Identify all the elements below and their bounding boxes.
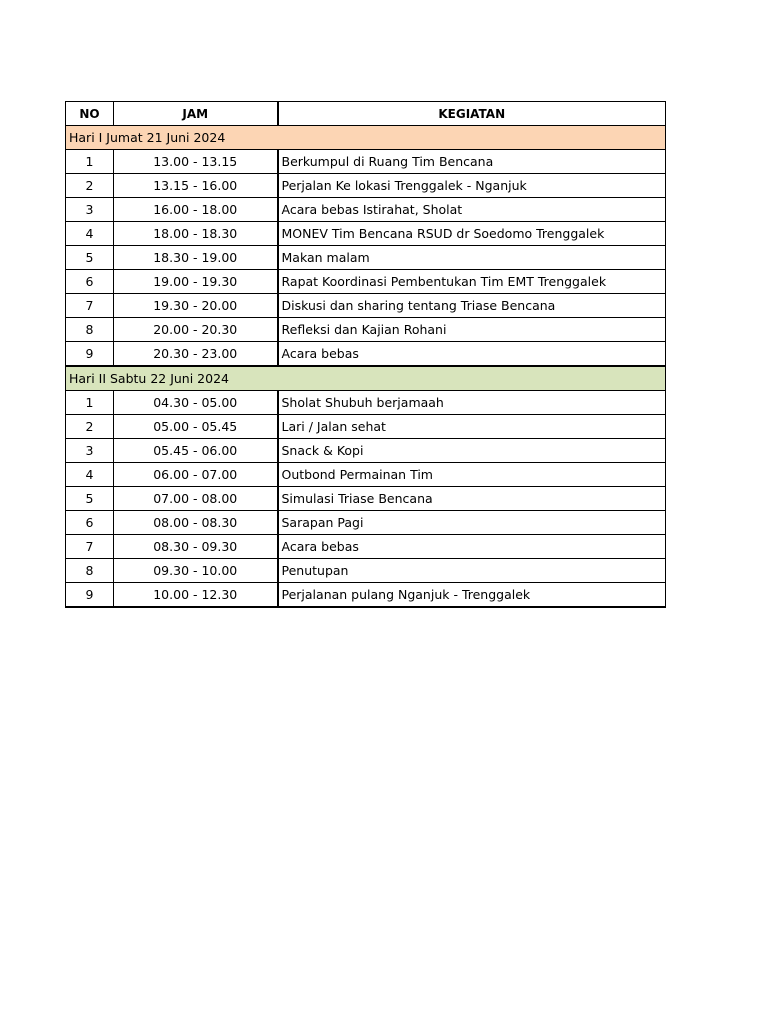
cell-kegiatan: Refleksi dan Kajian Rohani [278, 318, 666, 342]
cell-kegiatan: Acara bebas [278, 342, 666, 367]
schedule-table [65, 101, 666, 608]
table-row [66, 222, 666, 246]
cell-jam: 20.00 - 20.30 [114, 318, 278, 342]
cell-kegiatan: Perjalan Ke lokasi Trenggalek - Nganjuk [278, 174, 666, 198]
cell-jam: 09.30 - 10.00 [114, 559, 278, 583]
cell-jam: 04.30 - 05.00 [114, 391, 278, 415]
table-row [66, 198, 666, 222]
cell-no: 4 [66, 463, 114, 487]
cell-kegiatan: Penutupan [278, 559, 666, 583]
cell-no: 4 [66, 222, 114, 246]
table-row [66, 294, 666, 318]
cell-kegiatan: Perjalanan pulang Nganjuk - Trenggalek [278, 583, 666, 608]
header-jam: JAM [114, 102, 278, 126]
cell-no: 6 [66, 270, 114, 294]
cell-no: 9 [66, 342, 114, 367]
cell-no: 7 [66, 294, 114, 318]
cell-jam: 19.00 - 19.30 [114, 270, 278, 294]
day-label: Hari I Jumat 21 Juni 2024 [66, 126, 666, 150]
cell-kegiatan: Acara bebas [278, 535, 666, 559]
cell-kegiatan: Sarapan Pagi [278, 511, 666, 535]
cell-jam: 16.00 - 18.00 [114, 198, 278, 222]
cell-no: 1 [66, 391, 114, 415]
table-row [66, 246, 666, 270]
cell-kegiatan: MONEV Tim Bencana RSUD dr Soedomo Trenggalek [278, 222, 666, 246]
cell-jam: 13.15 - 16.00 [114, 174, 278, 198]
table-row [66, 559, 666, 583]
table-row [66, 439, 666, 463]
table-row [66, 342, 666, 367]
cell-kegiatan: Snack & Kopi [278, 439, 666, 463]
cell-kegiatan: Simulasi Triase Bencana [278, 487, 666, 511]
table-row [66, 511, 666, 535]
header-kegiatan: KEGIATAN [278, 102, 666, 126]
cell-jam: 08.30 - 09.30 [114, 535, 278, 559]
cell-jam: 20.30 - 23.00 [114, 342, 278, 367]
cell-no: 2 [66, 415, 114, 439]
cell-no: 5 [66, 246, 114, 270]
day-header-row [66, 366, 666, 391]
cell-no: 7 [66, 535, 114, 559]
table-row [66, 150, 666, 174]
cell-no: 3 [66, 198, 114, 222]
cell-no: 8 [66, 559, 114, 583]
cell-no: 2 [66, 174, 114, 198]
cell-jam: 18.00 - 18.30 [114, 222, 278, 246]
table-row [66, 487, 666, 511]
table-row [66, 535, 666, 559]
table-row [66, 415, 666, 439]
table-row [66, 463, 666, 487]
cell-kegiatan: Diskusi dan sharing tentang Triase Bencana [278, 294, 666, 318]
cell-kegiatan: Lari / Jalan sehat [278, 415, 666, 439]
day-header-row [66, 126, 666, 150]
table-row [66, 318, 666, 342]
header-row [66, 102, 666, 126]
cell-kegiatan: Acara bebas Istirahat, Sholat [278, 198, 666, 222]
cell-kegiatan: Rapat Koordinasi Pembentukan Tim EMT Trenggalek [278, 270, 666, 294]
cell-kegiatan: Makan malam [278, 246, 666, 270]
cell-jam: 19.30 - 20.00 [114, 294, 278, 318]
table-row [66, 391, 666, 415]
cell-jam: 06.00 - 07.00 [114, 463, 278, 487]
table-row [66, 270, 666, 294]
day-label: Hari II Sabtu 22 Juni 2024 [66, 366, 666, 391]
cell-kegiatan: Outbond Permainan Tim [278, 463, 666, 487]
cell-jam: 13.00 - 13.15 [114, 150, 278, 174]
cell-jam: 18.30 - 19.00 [114, 246, 278, 270]
cell-jam: 05.45 - 06.00 [114, 439, 278, 463]
cell-kegiatan: Berkumpul di Ruang Tim Bencana [278, 150, 666, 174]
cell-kegiatan: Sholat Shubuh berjamaah [278, 391, 666, 415]
cell-no: 6 [66, 511, 114, 535]
table-row [66, 583, 666, 608]
cell-jam: 07.00 - 08.00 [114, 487, 278, 511]
header-no: NO [66, 102, 114, 126]
cell-no: 8 [66, 318, 114, 342]
cell-no: 9 [66, 583, 114, 608]
cell-no: 5 [66, 487, 114, 511]
cell-no: 1 [66, 150, 114, 174]
cell-no: 3 [66, 439, 114, 463]
cell-jam: 05.00 - 05.45 [114, 415, 278, 439]
table-row [66, 174, 666, 198]
cell-jam: 08.00 - 08.30 [114, 511, 278, 535]
cell-jam: 10.00 - 12.30 [114, 583, 278, 608]
